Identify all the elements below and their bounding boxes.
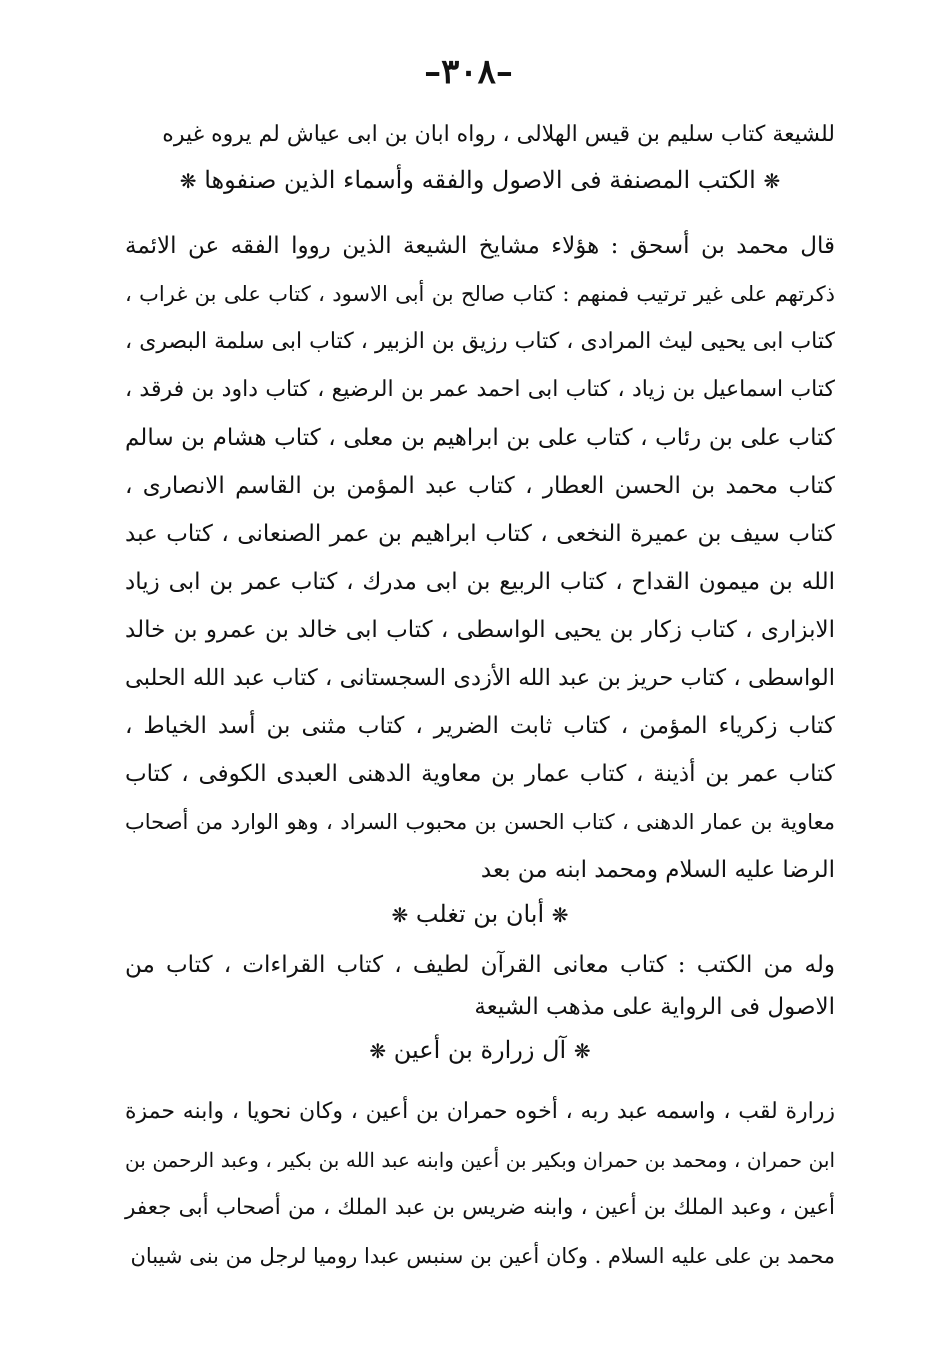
text-line: قال محمد بن أسحق : هؤلاء مشايخ الشيعة الذين رووا الفقه عن الائمة: [125, 233, 835, 259]
ornament-right-icon: ❋: [763, 169, 781, 193]
text-line: كتاب ابى يحيى ليث المرادى ، كتاب رزيق بن الزبير ، كتاب ابى سلمة البصرى ،: [125, 329, 835, 354]
intro-line-block: [125, 122, 835, 148]
text-line: زرارة لقب ، واسمه عبد ربه ، أخوه حمران بن أعين ، وكان نحويا ، وابنه حمزة: [125, 1099, 835, 1124]
paragraph-aban: [125, 944, 835, 1028]
heading-text: أبان بن تغلب: [415, 900, 545, 928]
heading-text: الكتب المصنفة فى الاصول والفقه وأسماء الذين صنفوها: [204, 166, 756, 194]
text-line: الرضا عليه السلام ومحمد ابنه من بعد: [480, 857, 835, 883]
intro-line: للشيعة كتاب سليم بن قيس الهلالى ، رواه ابان بن ابى عياش لم يروه غيره: [162, 122, 835, 147]
text-line: الابزارى ، كتاب زكار بن يحيى الواسطى ، كتاب ابى خالد بن عمرو بن خالد: [125, 617, 835, 643]
ornament-left-icon: ❋: [179, 169, 197, 193]
text-line: الله بن ميمون القداح ، كتاب الربيع بن ابى مدرك ، كتاب عمر بن ابى زياد: [125, 569, 835, 595]
text-line: الاصول فى الرواية على مذهب الشيعة: [474, 994, 835, 1020]
page-number: –٣٠٨–: [424, 52, 513, 92]
paragraph-scholars: [125, 222, 835, 894]
ornament-right-icon: ❋: [573, 1039, 591, 1063]
text-line: أعين ، وعبد الملك بن أعين ، وابنه ضريس بن عبد الملك ، من أصحاب أبى جعفر: [125, 1195, 835, 1220]
text-line: معاوية بن عمار الدهنى ، كتاب الحسن بن محبوب السراد ، وهو الوارد من أصحاب: [125, 810, 835, 834]
text-line: كتاب زكرياء المؤمن ، كتاب ثابت الضرير ، كتاب مثنى بن أسد الخياط ،: [125, 713, 835, 739]
text-line: الواسطى ، كتاب حريز بن عبد الله الأزدى السجستانى ، كتاب عبد الله الحلبى: [125, 665, 835, 691]
ornament-left-icon: ❋: [369, 1039, 387, 1063]
text-line: كتاب اسماعيل بن زياد ، كتاب ابى احمد عمر بن الرضيع ، كتاب داود بن فرقد ،: [125, 377, 835, 402]
ornament-left-icon: ❋: [391, 903, 409, 927]
text-line: ابن حمران ، ومحمد بن حمران وبكير بن أعين وابنه عبد الله بن بكير ، وعبد الرحمن بن: [125, 1148, 835, 1172]
text-line: وله من الكتب : كتاب معانى القرآن لطيف ، كتاب القراءات ، كتاب من: [125, 952, 835, 978]
paragraph-zurara: [125, 1088, 835, 1280]
section-heading-books: [125, 166, 835, 195]
text-line: كتاب على بن رئاب ، كتاب على بن ابراهيم بن معلى ، كتاب هشام بن سالم: [125, 425, 835, 451]
text-line: محمد بن على عليه السلام . وكان أعين بن سنبس عبدا روميا لرجل من بنى شيبان: [130, 1244, 835, 1268]
section-heading-aban: [125, 900, 835, 929]
ornament-right-icon: ❋: [551, 903, 569, 927]
text-line: كتاب عمر بن أذينة ، كتاب عمار بن معاوية الدهنى العبدى الكوفى ، كتاب: [125, 761, 835, 787]
text-line: ذكرتهم على غير ترتيب فمنهم : كتاب صالح بن أبى الاسود ، كتاب على بن غراب ،: [125, 282, 835, 306]
text-line: كتاب محمد بن الحسن العطار ، كتاب عبد المؤمن بن القاسم الانصارى ،: [125, 473, 835, 499]
section-heading-zurara: [125, 1036, 835, 1065]
text-line: كتاب سيف بن عميرة النخعى ، كتاب ابراهيم بن عمر الصنعانى ، كتاب عبد: [125, 521, 835, 547]
heading-text: آل زرارة بن أعين: [393, 1036, 567, 1064]
